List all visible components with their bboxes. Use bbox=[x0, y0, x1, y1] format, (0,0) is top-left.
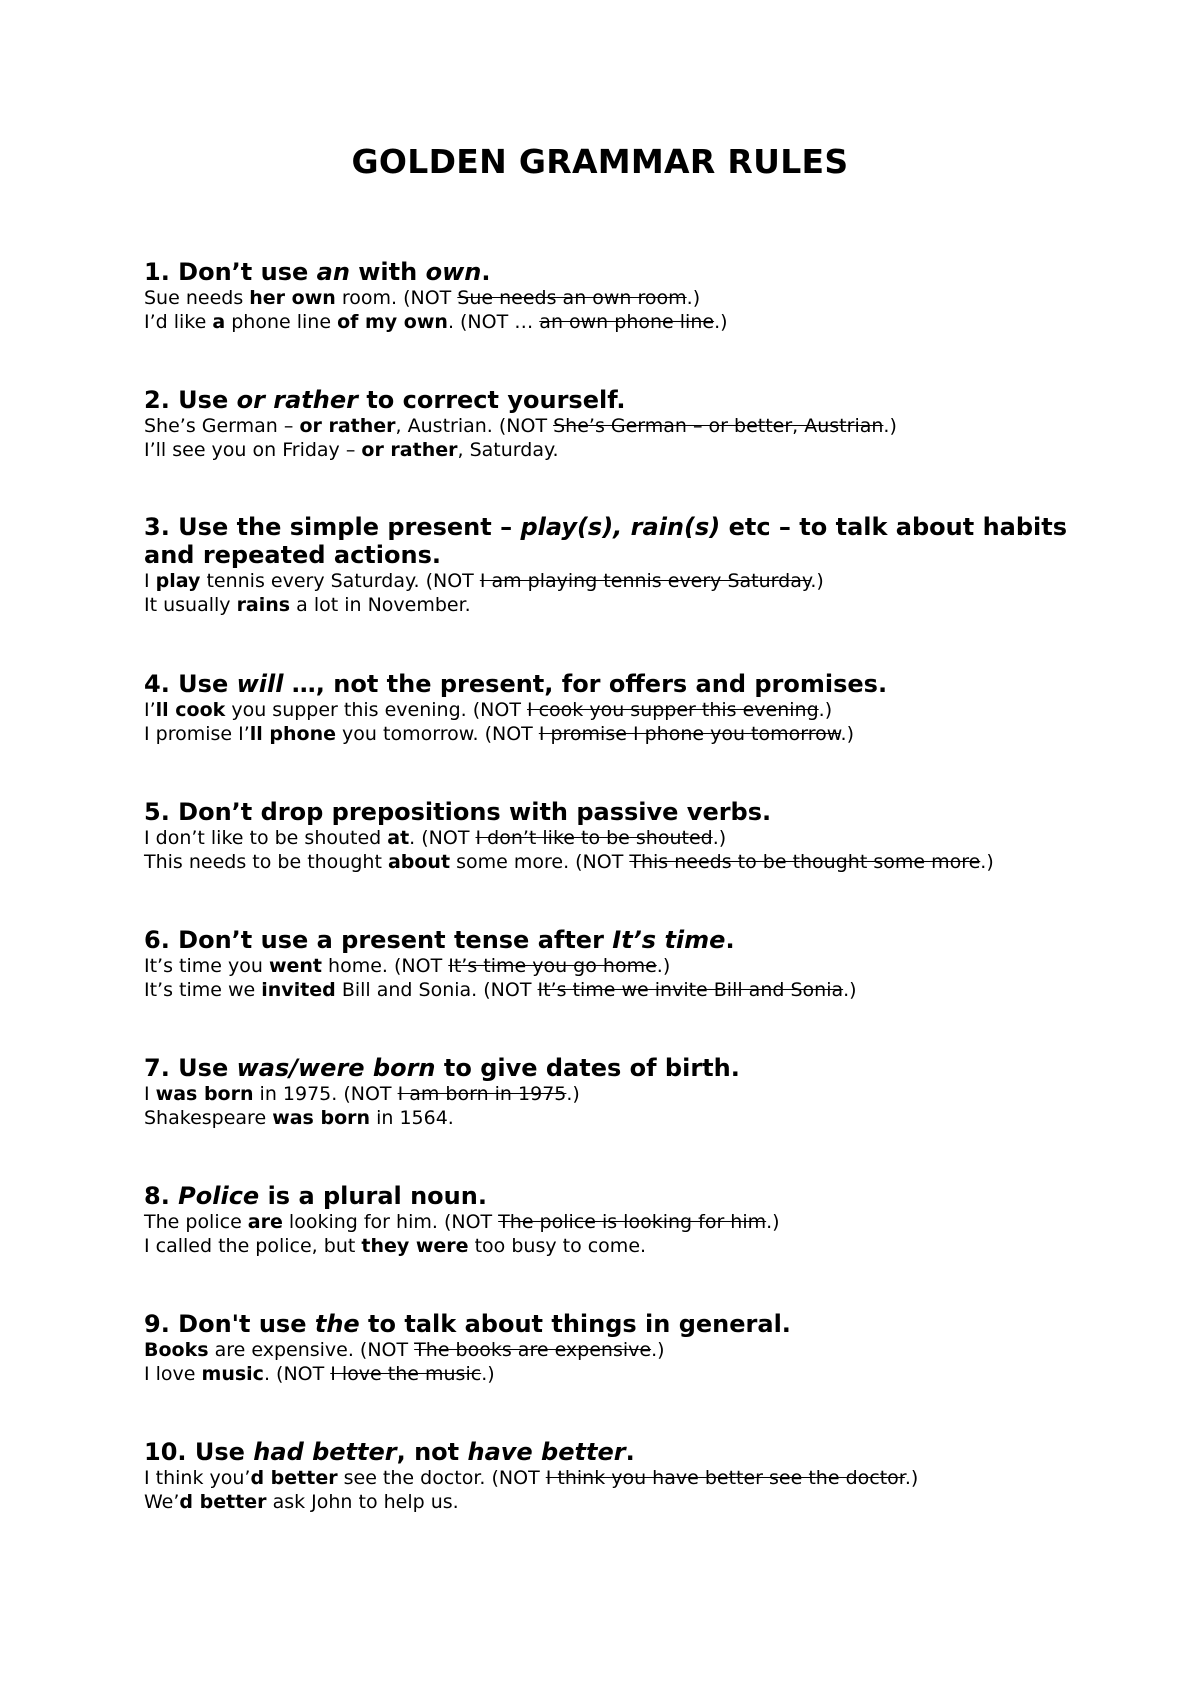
correct-form: or rather bbox=[299, 415, 396, 437]
emphasis-term: have better bbox=[467, 1438, 626, 1466]
text-segment: looking for him. (NOT bbox=[282, 1211, 499, 1233]
text-segment: . bbox=[625, 1438, 635, 1466]
text-segment: a lot in November. bbox=[290, 594, 471, 616]
text-segment: .) bbox=[818, 699, 833, 721]
example-sentence bbox=[144, 722, 1084, 746]
emphasis-term: the bbox=[314, 1310, 360, 1338]
correct-form: they were bbox=[361, 1235, 469, 1257]
text-segment: to talk about things in general. bbox=[359, 1310, 791, 1338]
text-segment: …, not the present, for offers and promises. bbox=[283, 670, 888, 698]
text-segment: ask John to help us. bbox=[266, 1491, 459, 1513]
correct-form: a bbox=[212, 311, 226, 333]
text-segment: are expensive. (NOT bbox=[208, 1339, 415, 1361]
rule-3 bbox=[144, 513, 1084, 617]
emphasis-term: Police bbox=[178, 1182, 260, 1210]
incorrect-form: I don’t like to be shouted bbox=[475, 827, 713, 849]
correct-form: or rather bbox=[361, 439, 458, 461]
text-segment: Shakespeare bbox=[144, 1107, 273, 1129]
correct-form: d better bbox=[250, 1467, 338, 1489]
correct-form: rains bbox=[236, 594, 291, 616]
text-segment: home. (NOT bbox=[322, 955, 449, 977]
example-sentence bbox=[144, 414, 1084, 438]
example-sentence bbox=[144, 1106, 1084, 1130]
text-segment: 2. Use bbox=[144, 386, 237, 414]
correct-form: ll phone bbox=[249, 723, 337, 745]
example-sentence bbox=[144, 1082, 1084, 1106]
text-segment: is a plural noun. bbox=[259, 1182, 487, 1210]
text-segment: .) bbox=[883, 415, 897, 437]
rule-heading bbox=[144, 670, 1084, 698]
correct-form: was born bbox=[272, 1107, 371, 1129]
incorrect-form: I promise I phone you tomorrow bbox=[538, 723, 841, 745]
incorrect-form: The books are expensive bbox=[414, 1339, 652, 1361]
rule-heading bbox=[144, 258, 1084, 286]
document-title: GOLDEN GRAMMAR RULES bbox=[351, 142, 849, 181]
text-segment: 5. Don’t drop prepositions with passive verbs. bbox=[144, 798, 772, 826]
text-segment: .) bbox=[714, 311, 728, 333]
emphasis-term: play(s), rain(s) bbox=[520, 513, 721, 541]
text-segment: etc – to talk about habits and repeated actions. bbox=[144, 513, 1068, 569]
example-sentence bbox=[144, 850, 1084, 874]
example-sentence bbox=[144, 1234, 1084, 1258]
incorrect-form: It’s time you go home bbox=[448, 955, 657, 977]
correct-form: d better bbox=[179, 1491, 267, 1513]
incorrect-form: The police is looking for him bbox=[498, 1211, 767, 1233]
text-segment: phone line bbox=[225, 311, 338, 333]
text-segment: too busy to come. bbox=[468, 1235, 647, 1257]
text-segment: Sue needs bbox=[144, 287, 250, 309]
emphasis-term: was/were born bbox=[236, 1054, 436, 1082]
incorrect-form: This needs to be thought some more bbox=[629, 851, 981, 873]
text-segment: to give dates of birth. bbox=[435, 1054, 740, 1082]
incorrect-form: I love the music bbox=[330, 1363, 482, 1385]
text-segment: room. (NOT bbox=[335, 287, 458, 309]
example-sentence bbox=[144, 1362, 1084, 1386]
correct-form: at bbox=[387, 827, 410, 849]
rule-heading bbox=[144, 1054, 1084, 1082]
text-segment: you supper this evening. (NOT bbox=[225, 699, 527, 721]
text-segment: 10. Use bbox=[144, 1438, 254, 1466]
text-segment: I’ bbox=[144, 699, 156, 721]
correct-form: about bbox=[387, 851, 451, 873]
text-segment: I bbox=[144, 570, 156, 592]
text-segment: 4. Use bbox=[144, 670, 237, 698]
correct-form: was born bbox=[155, 1083, 254, 1105]
incorrect-form: I cook you supper this evening bbox=[526, 699, 819, 721]
text-segment: to correct yourself. bbox=[357, 386, 626, 414]
correct-form: Books bbox=[144, 1339, 209, 1361]
example-sentence bbox=[144, 438, 1084, 462]
correct-form: invited bbox=[261, 979, 336, 1001]
incorrect-form: I am born in 1975 bbox=[397, 1083, 567, 1105]
rule-1 bbox=[144, 258, 1084, 334]
text-segment: 9. Don't use bbox=[144, 1310, 315, 1338]
example-sentence bbox=[144, 286, 1084, 310]
text-segment: you tomorrow. (NOT bbox=[336, 723, 539, 745]
text-segment: 8. bbox=[144, 1182, 179, 1210]
emphasis-term: own bbox=[425, 258, 482, 286]
text-segment: see the doctor. (NOT bbox=[337, 1467, 546, 1489]
incorrect-form: Sue needs an own room bbox=[457, 287, 687, 309]
example-sentence bbox=[144, 698, 1084, 722]
text-segment: This needs to be thought bbox=[144, 851, 388, 873]
text-segment: tennis every Saturday. (NOT bbox=[200, 570, 480, 592]
rule-heading bbox=[144, 386, 1084, 414]
text-segment: .) bbox=[481, 1363, 495, 1385]
rule-heading bbox=[144, 926, 1084, 954]
incorrect-form: I am playing tennis every Saturday bbox=[479, 570, 811, 592]
text-segment: I love bbox=[144, 1363, 202, 1385]
text-segment: I’d like bbox=[144, 311, 213, 333]
text-segment: We’ bbox=[144, 1491, 180, 1513]
text-segment: 7. Use bbox=[144, 1054, 237, 1082]
text-segment: 6. Don’t use a present tense after bbox=[144, 926, 613, 954]
emphasis-term: had better bbox=[253, 1438, 397, 1466]
text-segment: .) bbox=[980, 851, 994, 873]
text-segment: , Saturday. bbox=[457, 439, 559, 461]
text-segment: It usually bbox=[144, 594, 237, 616]
text-segment: The police bbox=[144, 1211, 248, 1233]
text-segment: 1. Don’t use bbox=[144, 258, 317, 286]
example-sentence bbox=[144, 1338, 1084, 1362]
example-sentence bbox=[144, 1466, 1084, 1490]
correct-form: music bbox=[201, 1363, 264, 1385]
text-segment: . (NOT bbox=[263, 1363, 331, 1385]
rule-heading bbox=[144, 1182, 1084, 1210]
correct-form: her own bbox=[249, 287, 336, 309]
rule-6 bbox=[144, 926, 1084, 1002]
text-segment: Bill and Sonia. (NOT bbox=[335, 979, 538, 1001]
correct-form: play bbox=[155, 570, 201, 592]
text-segment: .) bbox=[651, 1339, 665, 1361]
text-segment: . (NOT bbox=[409, 827, 476, 849]
example-sentence bbox=[144, 310, 1084, 334]
text-segment: It’s time we bbox=[144, 979, 262, 1001]
example-sentence bbox=[144, 978, 1084, 1002]
text-segment: .) bbox=[904, 1467, 919, 1489]
rule-10 bbox=[144, 1438, 1084, 1514]
text-segment: with bbox=[349, 258, 426, 286]
emphasis-term: an bbox=[316, 258, 350, 286]
incorrect-form: I think you have better see the doctor bbox=[545, 1467, 905, 1489]
text-segment: 3. Use the simple present – bbox=[144, 513, 521, 541]
text-segment: I called the police, but bbox=[144, 1235, 362, 1257]
incorrect-form: It’s time we invite Bill and Sonia bbox=[537, 979, 844, 1001]
text-segment: I’ll see you on Friday – bbox=[144, 439, 362, 461]
text-segment: in 1975. (NOT bbox=[253, 1083, 398, 1105]
text-segment: . (NOT … bbox=[447, 311, 540, 333]
text-segment: , Austrian. (NOT bbox=[395, 415, 554, 437]
rule-7 bbox=[144, 1054, 1084, 1130]
rule-heading bbox=[144, 798, 1084, 826]
correct-form: of my own bbox=[337, 311, 448, 333]
emphasis-term: or rather bbox=[236, 386, 358, 414]
rule-9 bbox=[144, 1310, 1084, 1386]
example-sentence bbox=[144, 1490, 1084, 1514]
text-segment: I bbox=[144, 1083, 156, 1105]
text-segment: .) bbox=[766, 1211, 780, 1233]
text-segment: . bbox=[481, 258, 491, 286]
text-segment: .) bbox=[656, 955, 671, 977]
text-segment: .) bbox=[712, 827, 727, 849]
emphasis-term: will bbox=[236, 670, 284, 698]
example-sentence bbox=[144, 593, 1084, 617]
text-segment: some more. (NOT bbox=[450, 851, 630, 873]
correct-form: ll cook bbox=[155, 699, 226, 721]
rule-2 bbox=[144, 386, 1084, 462]
example-sentence bbox=[144, 954, 1084, 978]
example-sentence bbox=[144, 826, 1084, 850]
emphasis-term: It’s time bbox=[612, 926, 726, 954]
text-segment: .) bbox=[566, 1083, 580, 1105]
text-segment: . bbox=[725, 926, 735, 954]
text-segment: .) bbox=[686, 287, 701, 309]
text-segment: , not bbox=[396, 1438, 468, 1466]
rule-4 bbox=[144, 670, 1084, 746]
example-sentence bbox=[144, 569, 1084, 593]
text-segment: I promise I’ bbox=[144, 723, 250, 745]
rule-8 bbox=[144, 1182, 1084, 1258]
text-segment: It’s time you bbox=[144, 955, 269, 977]
rule-heading bbox=[144, 513, 1084, 569]
rule-heading bbox=[144, 1438, 1084, 1466]
incorrect-form: She’s German – or better, Austrian bbox=[553, 415, 884, 437]
text-segment: She’s German – bbox=[144, 415, 300, 437]
incorrect-form: an own phone line bbox=[539, 311, 715, 333]
rule-heading bbox=[144, 1310, 1084, 1338]
text-segment: I think you’ bbox=[144, 1467, 251, 1489]
text-segment: in 1564. bbox=[370, 1107, 454, 1129]
text-segment: .) bbox=[810, 570, 824, 592]
correct-form: are bbox=[247, 1211, 283, 1233]
rule-5 bbox=[144, 798, 1084, 874]
example-sentence bbox=[144, 1210, 1084, 1234]
text-segment: I don’t like to be shouted bbox=[144, 827, 388, 849]
text-segment: .) bbox=[840, 723, 854, 745]
text-segment: .) bbox=[843, 979, 857, 1001]
correct-form: went bbox=[268, 955, 323, 977]
